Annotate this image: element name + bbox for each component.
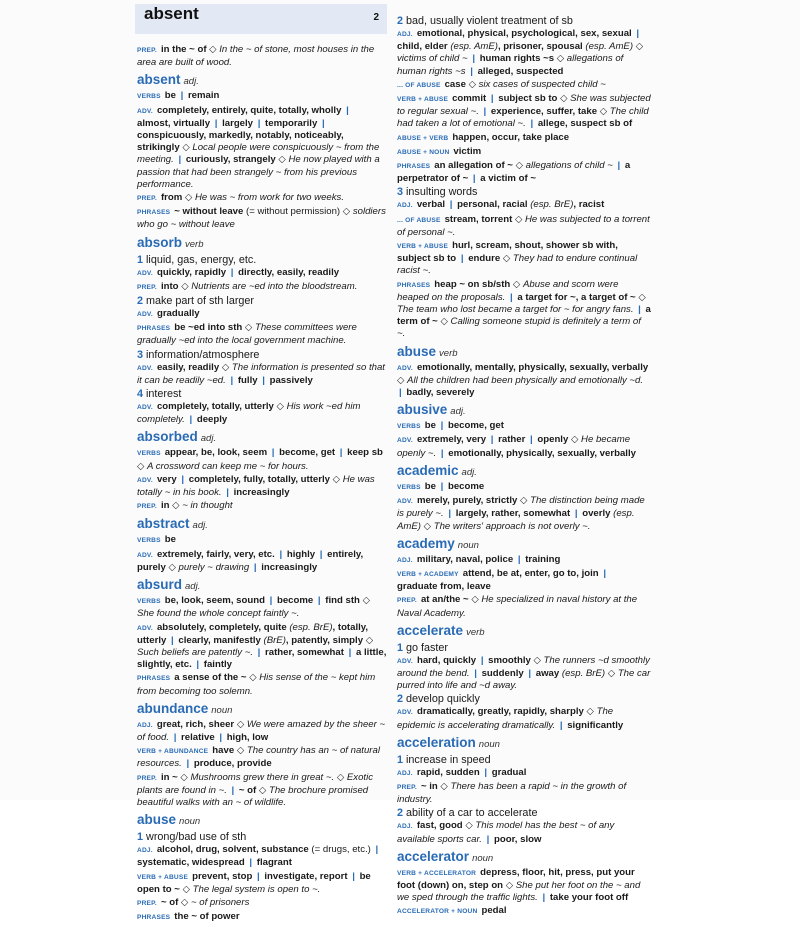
collocation-line <box>137 474 387 499</box>
collocation-line <box>397 820 651 845</box>
collocation-text: attend, be at, enter, go to, join | graduate from, leave <box>397 567 607 593</box>
collocation-text: easily, readily ◇ The information is presented so that it can be readily ~ed. | fully | passively <box>137 361 385 386</box>
collocation-line <box>397 199 651 212</box>
part-of-speech: noun <box>472 852 494 864</box>
collocation-label: PHRASES <box>137 209 171 217</box>
collocation-text: from ◇ He was ~ from work for two weeks. <box>160 192 344 204</box>
entry-headword <box>397 463 651 481</box>
entry-headword <box>137 577 387 595</box>
collocation-line <box>397 767 651 780</box>
collocation-line <box>137 719 387 744</box>
collocation-text: into ◇ Nutrients are ~ed into the bloodstream. <box>160 280 358 292</box>
sense-number: 3 <box>137 348 144 361</box>
collocation-text: victim <box>453 145 482 157</box>
collocation-text: prevent, stop | investigate, report | be open to ~ ◇ The legal system is open to ~. <box>137 870 371 895</box>
sense-text: information/atmosphere <box>146 348 260 361</box>
collocation-text: extremely, very | rather | openly ◇ He became openly ~. | emotionally, physically, sexually, verbally <box>397 434 636 459</box>
sense-text: go faster <box>406 641 449 654</box>
entry-headword <box>137 429 387 447</box>
headword: academy <box>397 535 455 551</box>
collocation-label: VERBS <box>137 598 161 606</box>
collocation-text: emotionally, mentally, physically, sexually, verbally ◇ All the children had been physically and emotionally ~d. | badly, severely <box>397 361 649 399</box>
collocation-label: PREP. <box>137 899 157 907</box>
collocation-text: fast, good ◇ This model has the best ~ of any available sports car. | poor, slow <box>397 820 615 845</box>
collocation-text: be | become, get <box>424 420 504 432</box>
collocation-line <box>137 267 387 280</box>
sense-heading <box>397 807 651 820</box>
collocation-line <box>137 622 387 672</box>
sense-text: wrong/bad use of sth <box>146 831 247 844</box>
collocation-label: ADV. <box>137 624 153 632</box>
collocation-label: ADJ. <box>397 823 413 831</box>
collocation-text: ~ in ◇ There has been a rapid ~ in the growth of industry. <box>397 780 627 806</box>
collocation-text: completely, totally, utterly ◇ His work ~ed him completely. | deeply <box>137 401 361 426</box>
collocation-line <box>397 279 651 341</box>
collocation-line <box>137 672 387 697</box>
collocation-text: in the ~ of ◇ In the ~ of stone, most houses in the area are built of wood. <box>137 44 375 69</box>
collocation-label: ADV. <box>397 657 413 665</box>
collocation-line <box>137 500 387 513</box>
collocation-label: PHRASES <box>397 163 431 171</box>
collocation-text: stream, torrent ◇ He was subjected to a torrent of personal ~. <box>397 213 650 238</box>
collocation-text: absolutely, completely, quite (esp. BrE), totally, utterly | clearly, manifestly (BrE), patently, simply ◇ Such beliefs are patently ~. | rather, somewhat | a little, slightly, etc. | faintly <box>137 621 387 671</box>
collocation-line <box>137 595 387 620</box>
collocation-line <box>137 549 387 574</box>
entry-headword <box>137 72 387 90</box>
collocation-label: PHRASES <box>137 675 171 683</box>
collocation-text: the ~ of power <box>174 911 240 923</box>
collocation-label: PREP. <box>397 783 417 791</box>
part-of-speech: adj. <box>450 406 466 418</box>
headword: absurd <box>137 577 183 593</box>
sense-text: bad, usually violent treatment of sb <box>406 15 573 27</box>
collocation-line <box>137 90 387 103</box>
part-of-speech: noun <box>211 704 233 716</box>
entry-headword <box>137 701 387 719</box>
sense-heading <box>397 15 651 28</box>
collocation-label: VERBS <box>137 93 161 101</box>
collocation-line <box>137 897 387 910</box>
collocation-text: at an/the ~ ◇ He specialized in naval history at the Naval Academy. <box>397 594 638 619</box>
collocation-label: VERBS <box>137 537 161 545</box>
collocation-text: rapid, sudden | gradual <box>416 766 527 778</box>
collocation-text: appear, be, look, seem | become, get | keep sb ◇ A crossword can keep me ~ for hours. <box>137 447 383 472</box>
headword: abuse <box>137 812 177 828</box>
collocation-text: very | completely, fully, totally, utterly ◇ He was totally ~ in his book. | increasingly <box>137 473 375 499</box>
headword: absent <box>137 72 181 88</box>
sense-number: 4 <box>137 388 144 401</box>
collocation-label: ADJ. <box>397 31 413 38</box>
collocation-label: PREP. <box>137 283 157 291</box>
entry-headword <box>137 235 387 253</box>
sense-number: 1 <box>137 253 144 266</box>
sense-text: increase in speed <box>406 753 491 766</box>
collocation-line <box>397 28 651 78</box>
collocation-label: ADJ. <box>397 769 413 777</box>
sense-heading <box>137 254 387 267</box>
header-word: absent <box>144 4 199 23</box>
collocation-text: military, naval, police | training <box>416 553 561 565</box>
part-of-speech: adj. <box>461 466 477 478</box>
collocation-label: VERB + ABUSE <box>397 243 449 251</box>
collocation-label: PREP. <box>137 195 157 203</box>
collocation-line <box>397 420 651 433</box>
collocation-text: commit | subject sb to ◇ She was subjected to regular sexual ~. | experience, suffer, take ◇ The child had taken a lot of emotional ~. | allege, suspect sb of <box>397 93 651 130</box>
collocation-label: PREP. <box>137 503 157 511</box>
collocation-label: VERB + ABUNDANCE <box>137 748 209 756</box>
sense-number: 1 <box>397 753 404 766</box>
sense-text: make part of sth larger <box>146 295 255 308</box>
collocation-line <box>137 911 387 924</box>
collocation-line <box>397 781 651 806</box>
collocation-line <box>137 871 387 896</box>
entry-headword <box>397 849 651 867</box>
collocation-text: verbal | personal, racial (esp. BrE), racist <box>416 199 605 211</box>
sense-heading <box>137 831 387 844</box>
collocation-text: extremely, fairly, very, etc. | highly | entirely, purely ◇ purely ~ drawing | increasingly <box>137 548 364 573</box>
entry-headword <box>397 623 651 641</box>
collocation-text: be, look, seem, sound | become | find sth ◇ She found the whole concept faintly ~. <box>137 595 370 620</box>
entry-headword <box>137 516 387 534</box>
collocation-line <box>137 105 387 191</box>
collocation-label: VERB + ABUSE <box>397 96 449 104</box>
collocation-text: great, rich, sheer ◇ We were amazed by the sheer ~ of food. | relative | high, low <box>137 718 386 743</box>
collocation-line <box>397 93 651 131</box>
collocation-line <box>397 362 651 400</box>
entry-headword <box>137 812 387 830</box>
collocation-line <box>137 772 387 810</box>
sense-heading <box>397 186 651 199</box>
collocation-label: ADV. <box>137 364 153 372</box>
collocation-line <box>397 160 651 185</box>
collocation-line <box>137 745 387 770</box>
part-of-speech: verb <box>466 626 485 638</box>
headword: academic <box>397 462 459 478</box>
collocation-line <box>397 214 651 239</box>
entry-headword <box>397 344 651 362</box>
collocation-text: case ◇ six cases of suspected child ~ <box>444 78 606 90</box>
collocation-line <box>137 447 387 472</box>
collocation-text: emotional, physical, psychological, sex, sexual | child, elder (esp. AmE), prisoner, spousal (esp. AmE) ◇ victims of child ~ | human rights ~s ◇ allegations of human rights ~s | alleged, suspected <box>397 28 644 77</box>
collocation-label: ADJ. <box>137 847 153 855</box>
part-of-speech: adj. <box>192 520 208 532</box>
collocation-label: PREP. <box>397 597 417 605</box>
collocation-label: VERB + ABUSE <box>137 873 189 881</box>
collocation-line <box>137 401 387 426</box>
collocation-text: be | become <box>424 480 485 492</box>
collocation-text: be | remain <box>164 90 220 102</box>
collocation-text: ~ of ◇ ~ of prisoners <box>160 896 250 908</box>
collocation-line <box>397 146 651 159</box>
collocation-label: ... OF ABUSE <box>397 216 441 224</box>
collocation-line <box>137 281 387 294</box>
collocation-text: an allegation of ~ ◇ allegations of child ~ | a perpetrator of ~ | a victim of ~ <box>397 160 631 185</box>
collocation-label: VERBS <box>397 483 421 491</box>
collocation-label: ABUSE + VERB <box>397 134 449 142</box>
collocation-label: ADV. <box>137 404 153 412</box>
sense-number: 2 <box>137 295 144 308</box>
collocation-text: happen, occur, take place <box>452 131 570 143</box>
part-of-speech: noun <box>457 539 479 551</box>
collocation-line <box>397 481 651 494</box>
collocation-text: have ◇ The country has an ~ of natural resources. | produce, provide <box>137 745 380 770</box>
headword: abstract <box>137 516 190 532</box>
sense-number: 2 <box>397 693 404 706</box>
headword: accelerate <box>397 622 464 638</box>
collocation-text: pedal <box>481 905 507 917</box>
collocation-text: heap ~ on sb/sth ◇ Abuse and scorn were heaped on the proposals. | a target for ~, a target of ~ ◇ The team who lost became a target for ~ for angry fans. | a term of ~ ◇ Calling someone stupid is definitely a term of ~. <box>397 278 651 340</box>
collocation-label: ADV. <box>137 269 153 277</box>
collocation-label: ADV. <box>137 476 153 484</box>
left-entries <box>137 44 387 924</box>
sense-text: insulting words <box>406 186 478 199</box>
sense-number: 1 <box>397 641 404 654</box>
collocation-label: PHRASES <box>137 914 171 922</box>
part-of-speech: noun <box>179 816 201 828</box>
collocation-line <box>397 594 651 619</box>
collocation-label: ADV. <box>137 551 153 559</box>
collocation-text: be ~ed into sth ◇ These committees were gradually ~ed into the local government machine. <box>137 322 357 347</box>
page-number: 2 <box>373 12 379 23</box>
sense-number: 1 <box>137 831 144 844</box>
collocation-text: dramatically, greatly, rapidly, sharply ◇ The epidemic is accelerating dramatically. | significantly <box>397 706 624 731</box>
collocation-text: depress, floor, hit, press, put your foot (down) on, step on ◇ She put her foot on the ~ and we sped through the traffic lights. | take your foot off <box>397 866 641 904</box>
collocation-label: ACCELERATOR + NOUN <box>397 908 478 916</box>
entry-headword <box>397 536 651 554</box>
sense-number: 2 <box>397 15 404 27</box>
headword: absorb <box>137 234 183 250</box>
collocation-label: ADV. <box>397 498 413 506</box>
collocation-label: ADV. <box>137 311 153 319</box>
collocation-label: PREP. <box>137 774 157 782</box>
sense-heading <box>397 642 651 655</box>
sense-heading <box>137 295 387 308</box>
collocation-text: be <box>164 534 176 546</box>
headword: abuse <box>397 343 437 359</box>
collocation-label: ADV. <box>397 437 413 445</box>
part-of-speech: adj. <box>185 581 201 593</box>
part-of-speech: verb <box>185 238 204 250</box>
entry-headword <box>397 402 651 420</box>
left-column <box>137 0 387 925</box>
sense-text: interest <box>146 388 182 401</box>
headword: absorbed <box>137 429 198 445</box>
collocation-label: PHRASES <box>397 281 431 289</box>
collocation-line <box>397 867 651 905</box>
sense-heading <box>397 693 651 706</box>
collocation-text: gradually <box>156 308 200 320</box>
collocation-line <box>137 308 387 321</box>
collocation-line <box>397 706 651 731</box>
collocation-label: VERBS <box>397 423 421 431</box>
running-header <box>135 4 387 34</box>
collocation-line <box>137 844 387 869</box>
collocation-line <box>397 554 651 567</box>
collocation-line <box>397 79 651 92</box>
entry-headword <box>397 735 651 753</box>
collocation-text: completely, entirely, quite, totally, wholly | almost, virtually | largely | temporarily | conspicuously, markedly, notably, noticeably, strikingly ◇ Local people were conspicuously ~ from the meeting. | curiously, strangely ◇ He now played with a passion that had been strangely ~ from his previous performance. <box>137 104 380 190</box>
part-of-speech: adj. <box>183 76 199 88</box>
sense-heading <box>137 349 387 362</box>
collocation-label: PREP. <box>137 47 157 54</box>
sense-number: 2 <box>397 807 404 820</box>
collocation-label: PHRASES <box>137 325 171 333</box>
collocation-text: quickly, rapidly | directly, easily, readily <box>156 266 340 278</box>
sense-heading <box>137 388 387 401</box>
headword: accelerator <box>397 848 470 864</box>
collocation-line <box>137 534 387 547</box>
collocation-text: hard, quickly | smoothly ◇ The runners ~d smoothly around the bend. | suddenly | away (esp. BrE) ◇ The car purred into life and ~d away. <box>397 654 651 692</box>
collocation-label: VERB + ACCELERATOR <box>397 869 477 877</box>
collocation-text: ~ without leave (= without permission) ◇ soldiers who go ~ without leave <box>137 206 386 231</box>
sense-heading <box>397 754 651 767</box>
part-of-speech: adj. <box>200 433 217 445</box>
right-column <box>397 14 651 920</box>
collocation-text: in ~ ◇ Mushrooms grew there in great ~. ◇ Exotic plants are found in ~. | ~ of ◇ The brochure promised beautiful walks with an ~ of wildlife. <box>137 771 374 808</box>
collocation-text: alcohol, drug, solvent, substance (= drugs, etc.) | systematic, widespread | flagrant <box>137 844 379 869</box>
collocation-label: ADV. <box>397 709 413 717</box>
collocation-line <box>137 322 387 347</box>
sense-text: liquid, gas, energy, etc. <box>146 253 257 266</box>
collocation-label: VERB + ACADEMY <box>397 570 459 578</box>
collocation-label: ... OF ABUSE <box>397 81 441 89</box>
sense-text: ability of a car to accelerate <box>406 807 538 820</box>
collocation-label: ADJ. <box>397 556 413 564</box>
collocation-text: merely, purely, strictly ◇ The distinction being made is purely ~. | largely, rather, somewhat | overly (esp. AmE) ◇ The writers' approach is not overly ~. <box>397 495 645 532</box>
collocation-label: ADV. <box>397 364 413 372</box>
headword: abundance <box>137 700 209 716</box>
part-of-speech: verb <box>439 347 458 359</box>
collocation-line <box>397 905 651 918</box>
collocation-line <box>397 240 651 278</box>
headword: acceleration <box>397 734 476 750</box>
collocation-line <box>137 192 387 205</box>
sense-text: develop quickly <box>406 693 480 706</box>
collocation-label: ADJ. <box>137 721 153 729</box>
sense-number: 3 <box>397 186 404 199</box>
collocation-line <box>137 44 387 69</box>
collocation-label: ADJ. <box>397 202 413 210</box>
collocation-line <box>137 362 387 387</box>
collocation-text: a sense of the ~ ◇ His sense of the ~ kept him from becoming too solemn. <box>137 672 376 697</box>
collocation-line <box>397 495 651 533</box>
collocation-text: in ◇ ~ in thought <box>160 500 233 512</box>
collocation-text: hurl, scream, shout, shower sb with, subject sb to | endure ◇ They had to endure continual racist ~. <box>397 240 638 277</box>
collocation-label: VERBS <box>137 450 161 458</box>
collocation-line <box>137 206 387 231</box>
collocation-label: ADV. <box>137 107 153 115</box>
collocation-line <box>397 132 651 145</box>
collocation-line <box>397 434 651 459</box>
part-of-speech: noun <box>478 738 500 750</box>
collocation-line <box>397 655 651 693</box>
collocation-line <box>397 568 651 593</box>
collocation-label: ABUSE + NOUN <box>397 148 450 156</box>
headword: abusive <box>397 402 448 418</box>
